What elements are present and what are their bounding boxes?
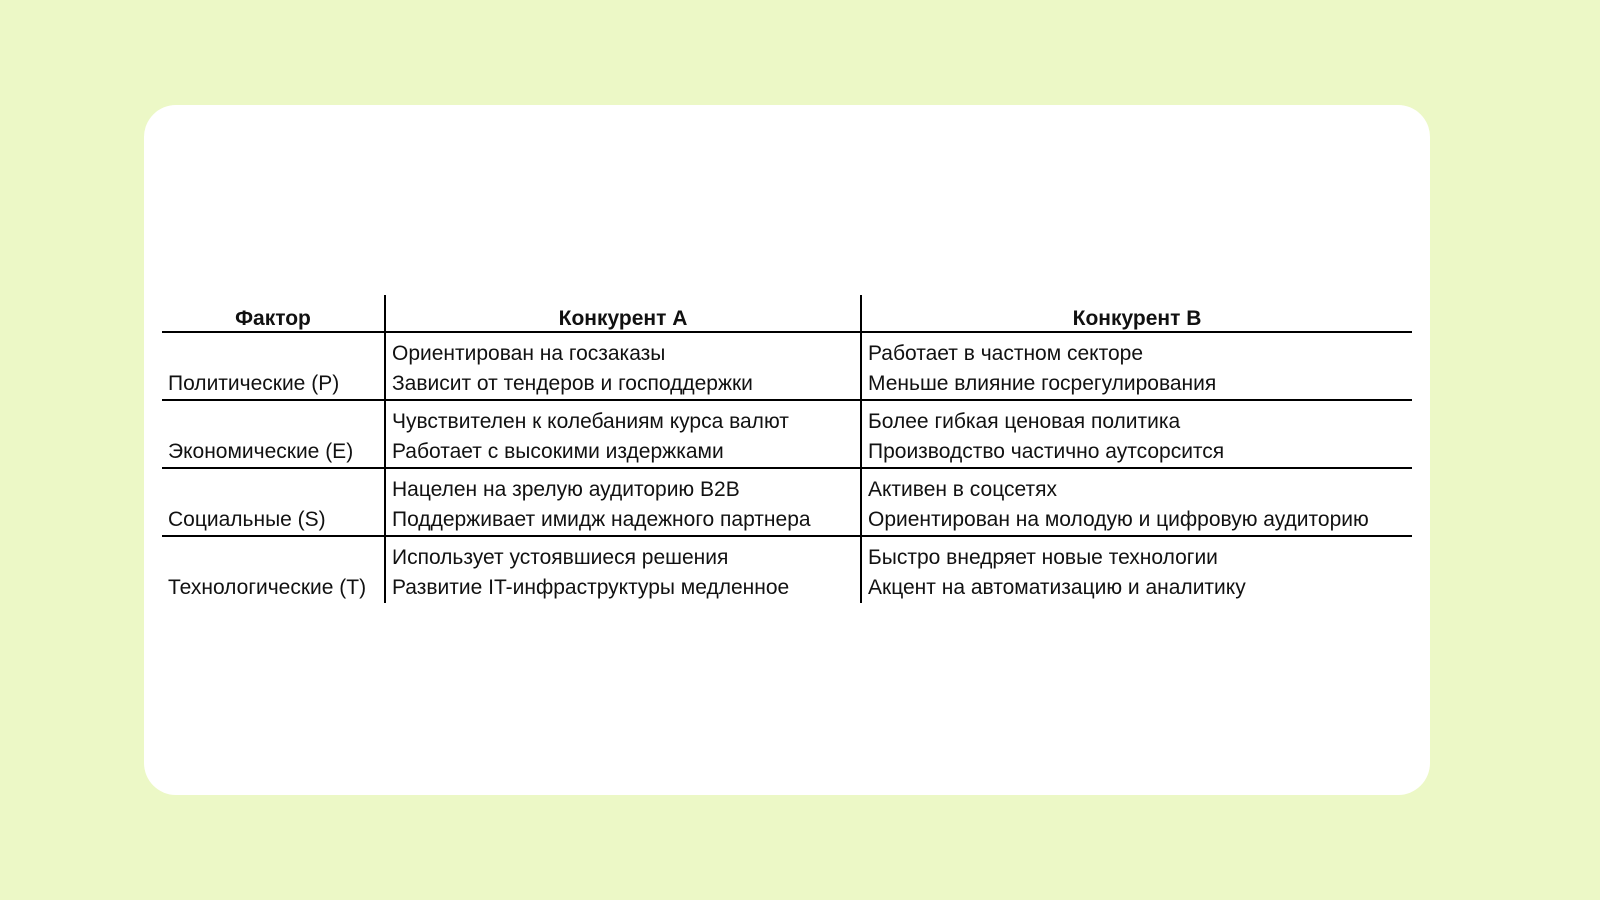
table-row bbox=[162, 468, 1412, 536]
cell-line: Чувствителен к колебаниям курса валют bbox=[392, 410, 789, 433]
header-competitor-a: Конкурент А bbox=[385, 295, 861, 332]
competitor-b-cell bbox=[861, 400, 1412, 468]
content-card bbox=[144, 105, 1430, 795]
factor-cell: Политические (P) bbox=[162, 332, 385, 400]
cell-line: Зависит от тендеров и господдержки bbox=[392, 372, 753, 395]
cell-line: Работает с высокими издержками bbox=[392, 440, 724, 463]
cell-line: Использует устоявшиеся решения bbox=[392, 546, 729, 569]
cell-line: Ориентирован на госзаказы bbox=[392, 342, 666, 365]
cell-line: Поддерживает имидж надежного партнера bbox=[392, 508, 811, 531]
cell-line: Акцент на автоматизацию и аналитику bbox=[868, 576, 1246, 599]
cell-line: Ориентирован на молодую и цифровую аудиторию bbox=[868, 508, 1369, 531]
header-competitor-b: Конкурент В bbox=[861, 295, 1412, 332]
table-row bbox=[162, 332, 1412, 400]
cell-line: Быстро внедряет новые технологии bbox=[868, 546, 1218, 569]
cell-line: Развитие IT-инфраструктуры медленное bbox=[392, 576, 790, 599]
cell-line: Меньше влияние госрегулирования bbox=[868, 372, 1217, 395]
table-row bbox=[162, 536, 1412, 603]
competitor-b-cell bbox=[861, 536, 1412, 603]
cell-line: Активен в соцсетях bbox=[868, 478, 1057, 501]
cell-line: Производство частично аутсорсится bbox=[868, 440, 1225, 463]
competitor-a-cell bbox=[385, 468, 861, 536]
competitor-b-cell bbox=[861, 468, 1412, 536]
competitor-a-cell bbox=[385, 332, 861, 400]
pest-comparison-table bbox=[162, 295, 1412, 603]
header-factor: Фактор bbox=[162, 295, 385, 332]
factor-cell: Экономические (E) bbox=[162, 400, 385, 468]
factor-cell: Социальные (S) bbox=[162, 468, 385, 536]
competitor-a-cell bbox=[385, 536, 861, 603]
table-header-row bbox=[162, 295, 1412, 332]
cell-line: Более гибкая ценовая политика bbox=[868, 410, 1181, 433]
competitor-b-cell bbox=[861, 332, 1412, 400]
cell-line: Работает в частном секторе bbox=[868, 342, 1144, 365]
factor-cell: Технологические (T) bbox=[162, 536, 385, 603]
table-row bbox=[162, 400, 1412, 468]
cell-line: Нацелен на зрелую аудиторию B2B bbox=[392, 478, 740, 501]
competitor-a-cell bbox=[385, 400, 861, 468]
